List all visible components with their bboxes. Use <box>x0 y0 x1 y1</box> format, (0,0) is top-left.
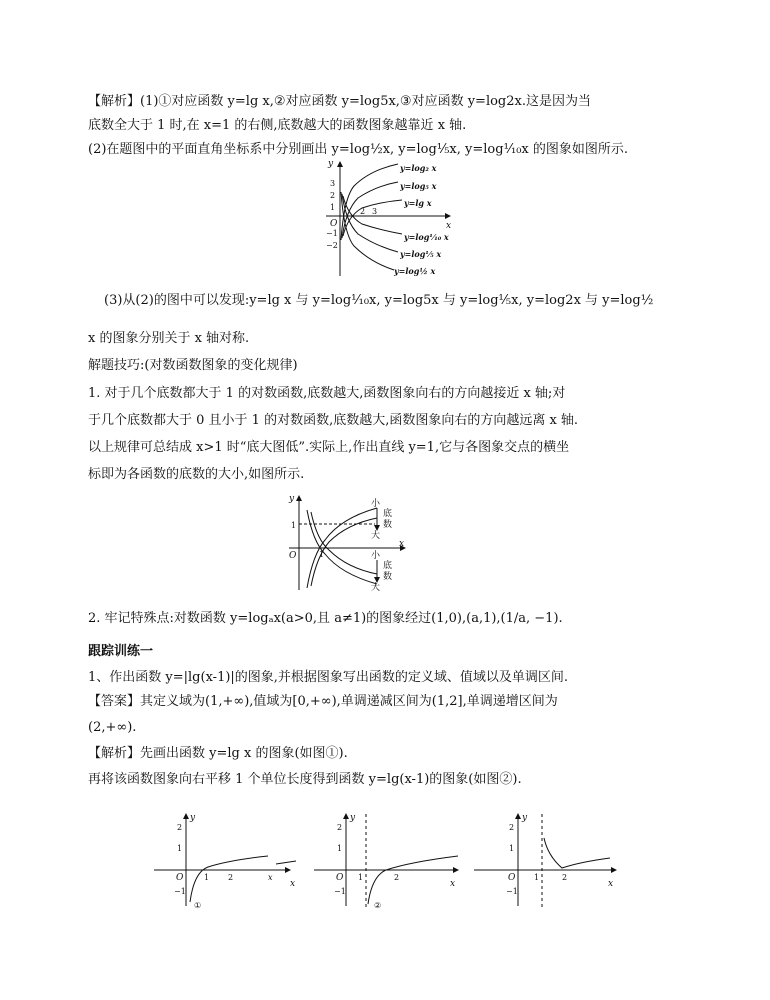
origin-label: O <box>336 873 344 883</box>
tick-x-1: 1 <box>358 873 364 882</box>
label-log-half: y=log½ x <box>394 266 436 276</box>
curve-lg-x-minus-1 <box>368 856 458 904</box>
text-line-4: (3)从(2)的图中可以发现:y=lg x 与 y=log⅒x, y=log5x 与 y=log⅕x, y=log2x 与 y=log½ <box>104 293 654 308</box>
tick-y-neg1: −1 <box>326 229 338 238</box>
text-line-1: 【解析】(1)①对应函数 y=lg x,②对应函数 y=log5x,③对应函数 y=log2x.这是因为当 <box>88 94 591 109</box>
section-heading: 跟踪训练一 <box>88 644 154 659</box>
y-axis-label: y <box>350 813 356 823</box>
text-line-17: 再将该函数图象向右平移 1 个单位长度得到函数 y=lg(x-1)的图象(如图②). <box>88 772 522 787</box>
text-line-10: 标即为各函数的底数的大小,如图所示. <box>88 467 305 482</box>
tick-y-2: 2 <box>330 191 336 200</box>
tick-y-1: 1 <box>330 203 336 212</box>
caption-graph-1: ① <box>194 901 202 910</box>
tick-y-1: 1 <box>337 844 343 853</box>
label-bottom-shu: 数 <box>383 572 393 582</box>
text-line-5: x 的图象分别关于 x 轴对称. <box>88 331 250 346</box>
label-bottom-di: 底 <box>383 561 393 571</box>
tick-x-2: 2 <box>394 873 400 882</box>
label-top-big: 大 <box>371 531 381 541</box>
tick-x-2: 2 <box>360 207 366 216</box>
text-line-8: 于几个底数都大于 0 且小于 1 的对数函数,底数越大,函数图象向右的方向越远离 x 轴. <box>88 413 579 428</box>
figure-graph-3 <box>470 810 620 910</box>
tick-y-neg1: −1 <box>506 887 518 896</box>
label-log2: y=log₂ x <box>400 163 437 173</box>
label-bottom-small: 小 <box>371 551 381 561</box>
origin-label: O <box>176 873 184 883</box>
y-axis-label: y <box>289 494 295 504</box>
x-axis-label: x <box>446 221 452 231</box>
label-log-fifth: y=log⅕ x <box>400 249 442 259</box>
text-line-3: (2)在题图中的平面直角坐标系中分别画出 y=log½x, y=log⅕x, y=log⅒x 的图象如图所示. <box>88 142 628 157</box>
text-line-14: 【答案】其定义域为(1,+∞),值域为[0,+∞),单调递减区间为(1,2],单调递增区间为 <box>88 694 558 709</box>
figure-graph-1 <box>150 810 300 910</box>
label-log-tenth: y=log⅒ x <box>404 232 449 242</box>
tick-y-1: 1 <box>177 844 183 853</box>
tick-y-2: 2 <box>337 823 343 832</box>
figure-log-graphs <box>310 158 460 278</box>
curve-d <box>311 512 377 574</box>
text-line-2: 底数全大于 1 时,在 x=1 的右侧,底数越大的函数图象越靠近 x 轴. <box>88 118 467 133</box>
label-top-small: 小 <box>371 499 381 509</box>
label-y-1: 1 <box>291 521 297 530</box>
tick-y-neg1: −1 <box>334 887 346 896</box>
tick-x-1: 1 <box>204 873 210 882</box>
label-top-shu: 数 <box>383 520 393 530</box>
tick-x-2: 2 <box>228 873 234 882</box>
curve-lg-x-tail <box>276 861 296 864</box>
text-line-9: 以上规律可总结成 x>1 时“底大图低”.实际上,作出直线 y=1,它与各图象交点的横坐 <box>88 440 570 455</box>
curve-c <box>307 510 377 584</box>
text-line-6: 解题技巧:(对数函数图象的变化规律) <box>88 358 298 373</box>
text-line-11: 2. 牢记特殊点:对数函数 y=logₐx(a>0,且 a≠1)的图象经过(1,0),(a,1),(1/a, −1). <box>88 611 563 626</box>
x-axis-label: x <box>608 879 614 889</box>
label-x-1: 1 <box>319 550 325 559</box>
label-top-di: 底 <box>383 509 393 519</box>
curve-abs-lg <box>544 838 610 868</box>
curve-log5 <box>342 182 398 238</box>
text-line-13: 1、作出函数 y=|lg(x-1)|的图象,并根据图象写出函数的定义域、值域以及单调区间. <box>88 670 569 685</box>
y-axis-label: y <box>522 813 528 823</box>
text-line-16: 【解析】先画出函数 y=lg x 的图象(如图①). <box>88 746 348 761</box>
tick-x-1: 1 <box>534 873 540 882</box>
label-log5: y=log₅ x <box>400 181 437 191</box>
text-line-7: 1. 对于几个底数都大于 1 的对数函数,底数越大,函数图象向右的方向越接近 x 轴;对 <box>88 386 566 401</box>
label-lg: y=lg x <box>404 198 432 208</box>
y-axis-label: y <box>190 813 196 823</box>
origin-label: O <box>289 551 297 561</box>
tick-x-3: 3 <box>372 207 378 216</box>
curve-log-fifth <box>342 194 398 252</box>
x-axis-label: x <box>290 879 296 889</box>
origin-label: O <box>330 219 338 229</box>
tick-x-2: 2 <box>562 873 568 882</box>
tick-y-3: 3 <box>330 179 336 188</box>
y-axis-label: y <box>328 159 334 169</box>
tick-y-1: 1 <box>509 844 515 853</box>
x-axis-label: x <box>399 539 405 549</box>
figure-base-rule <box>285 492 415 592</box>
tick-x-label: x <box>268 873 273 882</box>
x-axis-label: x <box>450 879 456 889</box>
figure-graph-2 <box>310 810 460 910</box>
tick-y-2: 2 <box>177 823 183 832</box>
tick-y-neg2: −2 <box>326 241 338 250</box>
label-bottom-big: 大 <box>371 583 381 592</box>
text-line-15: (2,+∞). <box>88 720 137 735</box>
tick-y-2: 2 <box>509 823 515 832</box>
caption-graph-2: ② <box>374 901 382 910</box>
tick-y-neg1: −1 <box>174 887 186 896</box>
origin-label: O <box>508 873 516 883</box>
